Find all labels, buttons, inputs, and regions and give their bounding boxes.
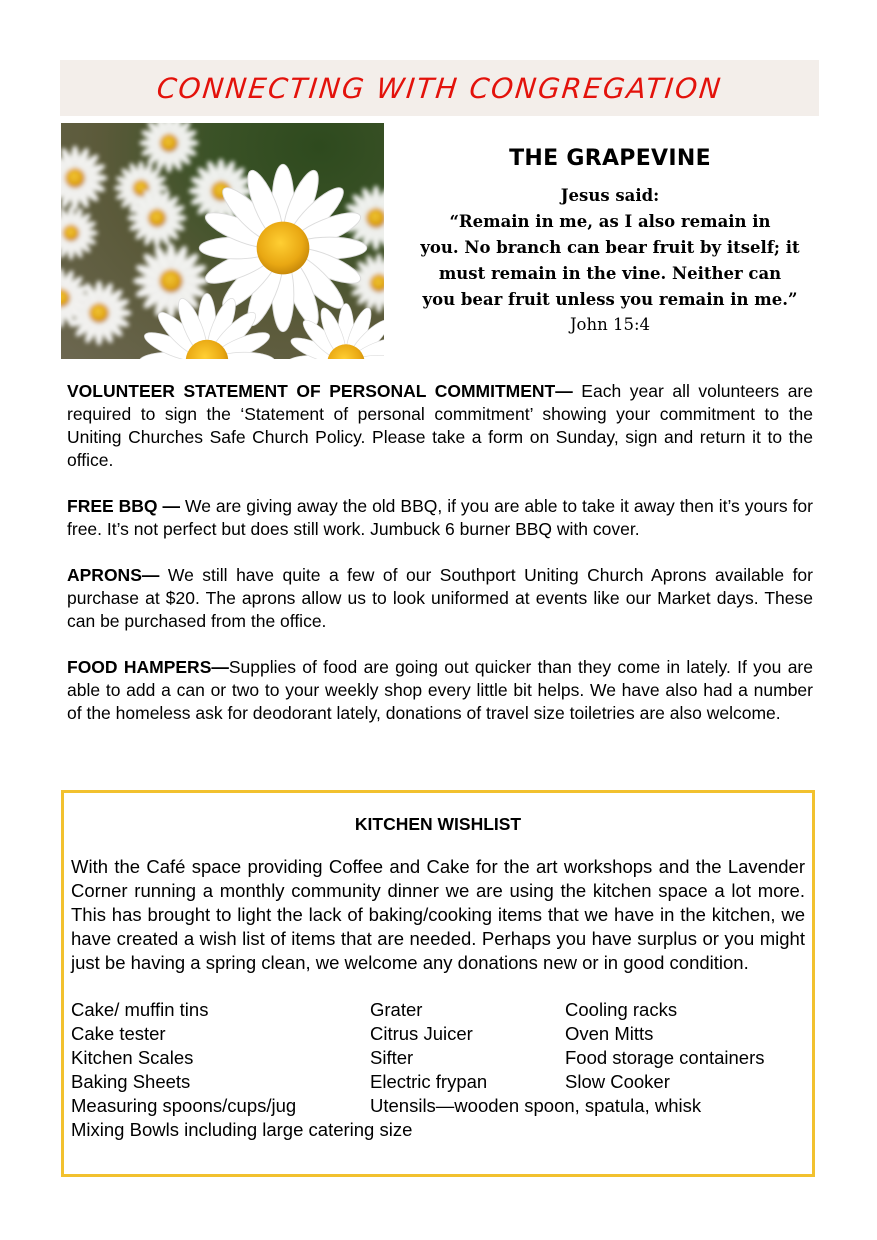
- header-banner: [60, 60, 819, 116]
- notice-body: We are giving away the old BBQ, if you are able to take it away then it’s yours for free. It’s not perfect but does still work. Jumbuck 6 burner BBQ with cover.: [67, 496, 813, 539]
- kitchen-wishlist-box: [61, 790, 815, 1177]
- scripture-line: “Remain in me, as I also remain in: [449, 212, 771, 231]
- scripture-line: you bear fruit unless you remain in me.”: [422, 290, 798, 309]
- notice-food-hampers: [67, 656, 813, 725]
- wishlist-item: Food storage containers: [565, 1047, 765, 1068]
- notice-free-bbq: [67, 495, 813, 541]
- wishlist-item: Measuring spoons/cups/jug: [71, 1095, 297, 1116]
- wishlist-item: Electric frypan: [370, 1071, 488, 1092]
- notice-heading: APRONS—: [67, 565, 160, 585]
- notice-heading: FREE BBQ —: [67, 496, 181, 516]
- wishlist-items: [71, 998, 805, 1142]
- notice-body: We still have quite a few of our Southport Uniting Church Aprons available for purchase at $20. The aprons allow us to look uniformed at events like our Market days. These can be purchased from the office.: [67, 565, 813, 631]
- wishlist-description: With the Café space providing Coffee and Cake for the art workshops and the Lavender Corner running a monthly community dinner we are using the kitchen space a lot more. This has brought to light the lack of baking/cooking items that we have in the kitchen, we have created a wish list of items that are needed. Perhaps you have surplus or you might just be having a spring clean, we welcome any donations new or in good condition.: [71, 856, 805, 973]
- grapevine-section: [395, 140, 825, 337]
- notices: [67, 380, 813, 748]
- wishlist-item: Utensils—wooden spoon, spatula, whisk: [370, 1095, 702, 1116]
- scripture-line: must remain in the vine. Neither can: [438, 264, 782, 283]
- wishlist-item: Cooling racks: [565, 999, 678, 1020]
- daisy-photo: [61, 123, 384, 359]
- wishlist-item: Cake/ muffin tins: [71, 999, 209, 1020]
- wishlist-item: Sifter: [370, 1047, 414, 1068]
- wishlist-item: Cake tester: [71, 1023, 166, 1044]
- wishlist-item: Citrus Juicer: [370, 1023, 473, 1044]
- wishlist-item: Baking Sheets: [71, 1071, 191, 1092]
- wishlist-item: Grater: [370, 999, 423, 1020]
- grapevine-title: THE GRAPEVINE: [509, 146, 711, 171]
- notice-heading: VOLUNTEER STATEMENT OF PERSONAL COMMITMENT—: [67, 381, 573, 401]
- wishlist-title: KITCHEN WISHLIST: [354, 814, 522, 834]
- notice-heading: FOOD HAMPERS—: [67, 657, 229, 677]
- notice-volunteer-statement: [67, 380, 813, 472]
- scripture-intro: Jesus said:: [560, 186, 660, 205]
- daisy-illustration: [61, 123, 384, 359]
- wishlist-item: Oven Mitts: [565, 1023, 654, 1044]
- scripture-line: you. No branch can bear fruit by itself; it: [420, 238, 800, 257]
- notice-body: Each year all volunteers are required to sign the ‘Statement of personal commitment’ showing your commitment to the Uniting Churches Safe Church Policy. Please take a form on Sunday, sign and return it to the office.: [67, 381, 813, 470]
- notice-body: Supplies of food are going out quicker than they come in lately. If you are able to add a can or two to your weekly shop every little bit helps. We have also had a number of the homeless ask for deodorant lately, donations of travel size toiletries are also welcome.: [67, 657, 813, 723]
- scripture-reference: John 15:4: [569, 315, 651, 334]
- page-title: CONNECTING WITH CONGREGATION: [155, 71, 724, 105]
- wishlist-item: Mixing Bowls including large catering size: [71, 1119, 413, 1140]
- wishlist-item: Slow Cooker: [565, 1071, 670, 1092]
- wishlist-item: Kitchen Scales: [71, 1047, 194, 1068]
- notice-aprons: [67, 564, 813, 633]
